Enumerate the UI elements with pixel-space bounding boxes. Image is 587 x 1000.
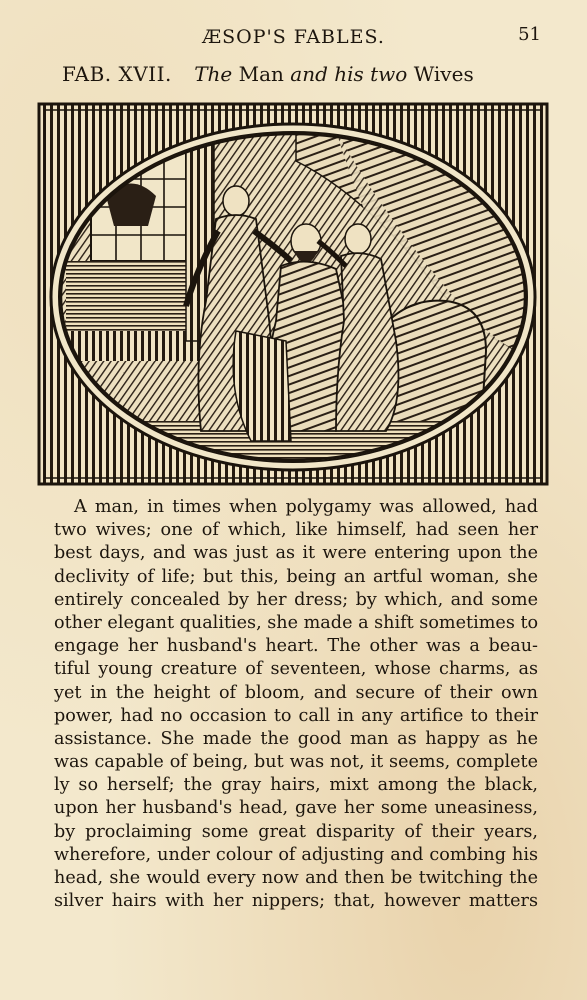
fable-title-and-his-two: and his two bbox=[290, 62, 408, 86]
text-line: tiful young creature of seventeen, whose charms, as bbox=[54, 659, 538, 680]
text-line: was capable of being, but was not, it seems, complete bbox=[54, 752, 538, 773]
fable-number: FAB. XVII. bbox=[62, 62, 172, 86]
fable-title-wives: Wives bbox=[413, 62, 474, 86]
text-line: upon her husband's head, gave her some uneasiness, bbox=[54, 798, 538, 819]
text-line: declivity of life; but this, being an artful woman, she bbox=[54, 566, 538, 587]
text-line: ly so herself; the gray hairs, mixt among the black, bbox=[54, 775, 538, 796]
page-number: 51 bbox=[518, 24, 541, 45]
text-line: engage her husband's heart. The other was a beau- bbox=[54, 636, 538, 657]
fable-title-man: Man bbox=[238, 62, 284, 86]
text-line: head, she would every now and then be twitching the bbox=[54, 868, 538, 888]
page-header bbox=[0, 26, 587, 50]
text-line: power, had no occasion to call in any artifice to their bbox=[54, 705, 538, 726]
text-line: best days, and was just as it were entering upon the bbox=[54, 543, 538, 564]
running-title: ÆSOP'S FABLES. bbox=[202, 26, 385, 48]
text-line: wherefore, under colour of adjusting and combing his bbox=[54, 844, 538, 865]
text-line: other elegant qualities, she made a shift sometimes to bbox=[54, 612, 539, 633]
text-line: silver hairs with her nippers; that, however matters bbox=[54, 891, 538, 912]
fable-heading bbox=[62, 62, 542, 86]
text-line: yet in the height of bloom, and secure of their own bbox=[54, 682, 538, 703]
text-line: assistance. She made the good man as happy as he bbox=[54, 728, 538, 749]
text-line: two wives; one of which, like himself, had seen her bbox=[54, 520, 538, 541]
fable-body bbox=[54, 496, 538, 913]
text-line: by proclaiming some great disparity of their years, bbox=[54, 821, 538, 842]
fable-title-the: The bbox=[194, 62, 233, 86]
text-line: A man, in times when polygamy was allowed, had bbox=[74, 497, 538, 517]
woodcut-illustration bbox=[36, 101, 550, 487]
text-line: entirely concealed by her dress; by which, and some bbox=[54, 589, 538, 610]
